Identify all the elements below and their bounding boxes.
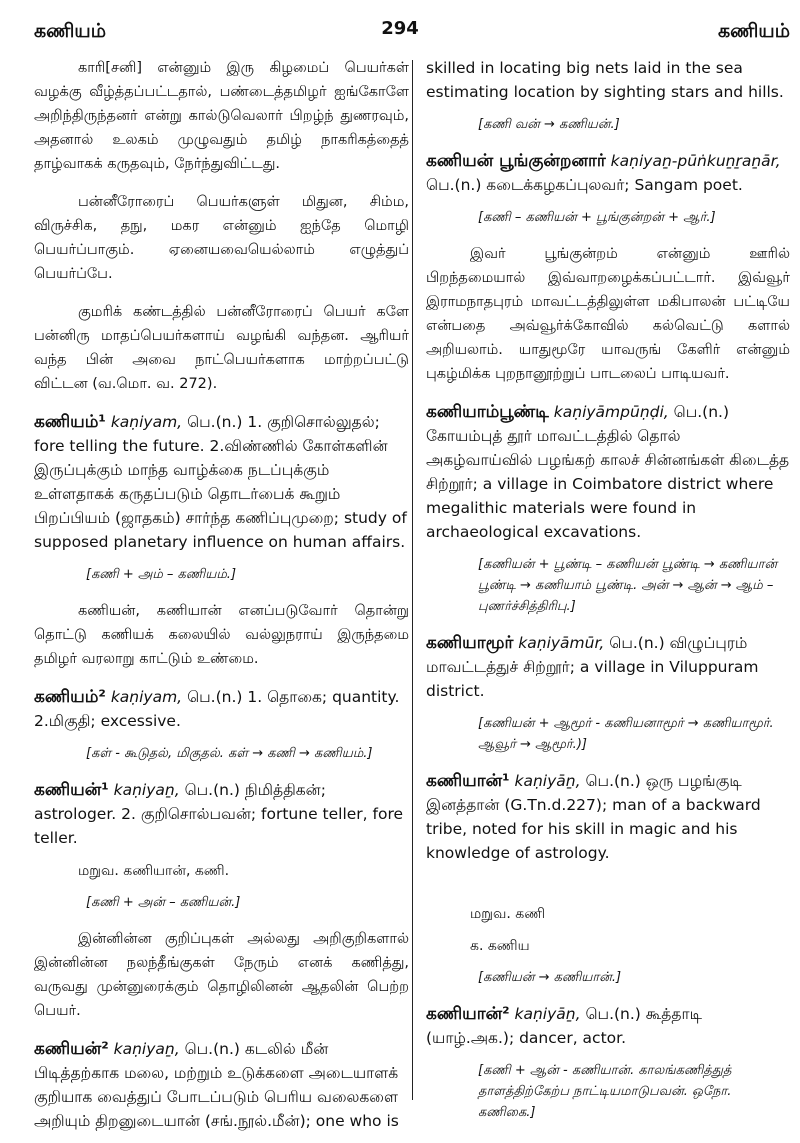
- definition: பெ.(n.) 1. குறிசொல்லுதல்; fore telling the future. 2.விண்ணில் கோள்களின் இருப்புக்கும் மாந்த வாழ்க்கை நடப்புக்கும் உள்ளதாகக் கருதப்படும் தொடர்பைக் கூறும் பிறப்பியம் (ஜாதகம்) சார்ந்த கணிப்புமுறை; study of supposed planetary influence on human affairs.: [34, 413, 407, 551]
- definition: பெ.(n.) கோயம்புத் தூர் மாவட்டத்தில் தொல் அகழ்வாய்வில் பழங்கற் காலச் சின்னங்கள் கிடைத்த சிற்றூர்; a village in Coimbatore district where megalithic materials were found in archaeological excavations.: [426, 403, 790, 541]
- headword: கணியான்¹: [426, 771, 510, 791]
- headword: கணியம்¹: [34, 412, 106, 432]
- headword: கணியாமூர்: [426, 633, 514, 653]
- headword: கணியன் பூங்குன்றனார்: [426, 151, 606, 171]
- paragraph: குமரிக் கண்டத்தில் பன்னீரோரைப் பெயர் களே பன்னிரு மாதப்பெயர்களாய் வழங்கி வந்தன. ஆரியர் வந்த பின் அவை நாட்பெயர்களாக மாற்றப்பட்டு விட்டன (வ.மொ. வ. 272).: [34, 304, 409, 392]
- note: கணியன், கணியான் எனப்படுவோர் தொன்று தொட்டு கணியக் கலையில் வல்லுநராய் இருந்தமை தமிழர் வரலாறு காட்டும் உண்மை.: [34, 603, 409, 667]
- dictionary-entry: [426, 149, 790, 197]
- transliteration: kaṇiyaṉ-pūṅkuṉṟaṉār,: [610, 152, 781, 170]
- headword: கணியம்²: [34, 687, 106, 707]
- etymology: [கணி + அம் – கணியம்.]: [86, 567, 237, 582]
- definition: பெ.(n.) கூத்தாடி (யாழ்.அக.); dancer, actor.: [426, 1005, 702, 1047]
- transliteration: kaṇiyaṉ,: [113, 1040, 180, 1058]
- headword: கணியான்²: [426, 1004, 510, 1024]
- etymology: [கணி + அன் – கணியன்.]: [86, 895, 241, 910]
- definition: பெ.(n.) நிமித்திகன்; astrologer. 2. குறிசொல்பவன்; fortune teller, fore teller.: [34, 781, 404, 847]
- synonym-note: மறுவ. கணி: [470, 906, 546, 922]
- definition: பெ.(n.) கடைக்கழகப்புலவர்; Sangam poet.: [426, 176, 743, 194]
- headword: கணியன்²: [34, 1039, 109, 1059]
- dictionary-entry: [426, 769, 790, 865]
- dictionary-entry: [426, 1002, 790, 1050]
- etymology: [கணியன் → கணியான்.]: [478, 970, 622, 985]
- etymology: [கணி – கணியன் + பூங்குன்றன் + ஆர்.]: [478, 210, 716, 225]
- transliteration: kaṇiyam,: [110, 413, 183, 431]
- transliteration: kaṇiyāmpūṇḍi,: [553, 403, 669, 421]
- headword: கணியாம்பூண்டி: [426, 402, 549, 422]
- dictionary-entry: [34, 1037, 409, 1133]
- right-column: [426, 56, 790, 1137]
- running-head-right: கணியம்: [718, 20, 790, 42]
- etymology: [கணி வன் → கணியன்.]: [478, 117, 620, 132]
- etymology: [கணியன் + ஆமூர் ‑ கணியனாமூர் → கணியாமூர். ஆவூர் → ஆமூர்.)]: [478, 716, 774, 752]
- paragraph: பன்னீரோரைப் பெயர்களுள் மிதுன, சிம்ம, விருச்சிக, தநு, மகர என்னும் ஐந்தே மொழி பெயர்ப்பாகும். ஏனையவையெல்லாம் எழுத்துப் பெயர்ப்பே.: [34, 194, 409, 282]
- transliteration: kaṇiyaṉ,: [113, 781, 180, 799]
- cognate-note: க. கணிய: [470, 938, 530, 954]
- note: இன்னின்ன குறிப்புகள் அல்லது அறிகுறிகளால் இன்னின்ன நலந்தீங்குகள் நேரும் எனக் கணித்து, வருவது முன்னுரைக்கும் தொழிலினன் ஆதலின் பெற்ற பெயர்.: [34, 931, 409, 1019]
- synonym-note: மறுவ. கணியான், கணி.: [78, 863, 230, 879]
- headword: கணியன்¹: [34, 780, 109, 800]
- left-column: [34, 56, 409, 1143]
- dictionary-entry: [426, 631, 790, 703]
- dictionary-entry: [34, 685, 409, 733]
- definition: பெ.(n.) ஒரு பழங்குடி இனத்தான் (G.Tn.d.227); man of a backward tribe, noted for his skill in magic and his knowledge of astrology.: [426, 772, 761, 862]
- column-divider: [412, 60, 413, 1100]
- entry-continuation: skilled in locating big nets laid in the sea estimating location by sighting stars and hills.: [426, 59, 784, 101]
- dictionary-entry: [426, 400, 790, 544]
- paragraph: காரி[சனி] என்னும் இரு கிழமைப் பெயர்கள் வழக்கு வீழ்த்தப்பட்டதால், பண்டைத்தமிழர் ஐங்கோளே அறிந்திருந்தனர் என்று கால்டுவெலார் பிறழ்ந் துணரவும், அதனால் உலகம் முழுவதும் தமிழ் நாகரிகத்தைத் தாழ்வாகக் கருதவும், நேர்ந்துவிட்டது.: [34, 60, 409, 172]
- etymology: [கணி + ஆன் ‑ கணியான். காலங்கணித்துத் தாளத்திற்கேற்ப நாட்டியமாடுபவன். ஒநோ. கணிகை.]: [478, 1063, 732, 1120]
- definition: பெ.(n.) 1. தொகை; quantity. 2.மிகுதி; excessive.: [34, 688, 400, 730]
- note: இவர் பூங்குன்றம் என்னும் ஊரில் பிறந்தமையால் இவ்வாறழைக்கப்பட்டார். இவ்வூர் இராமநாதபுரம் மாவட்டத்திலுள்ள மகிபாலன் பட்டியே என்பதை அவ்வூர்க்கோவில் கல்வெட்டு களால் அறியலாம். யாதுமூரே யாவருங் கேளிர் என்னும் புகழ்மிக்க புறநானூற்றுப் பாடலைப் பாடியவர்.: [426, 246, 790, 382]
- running-head-left: கணியம்: [34, 20, 106, 42]
- page-number: 294: [381, 18, 419, 39]
- definition: பெ.(n.) கடலில் மீன் பிடித்தற்காக மலை, மற்றும் உடுக்களை அடையாளக் குறியாக வைத்துப் போடப்படும் பெரிய வலைகளை அறியும் திறனுடையான் (சங்.நூல்.மீன்); one who is: [34, 1040, 399, 1130]
- transliteration: kaṇiyāṉ,: [514, 772, 581, 790]
- transliteration: kaṇiyam,: [110, 688, 183, 706]
- etymology: [கள் ‑ கூடுதல், மிகுதல். கள் → கணி → கணியம்.]: [86, 746, 373, 761]
- spacer: [426, 875, 790, 903]
- dictionary-entry: [34, 778, 409, 850]
- transliteration: kaṇiyāmūr,: [518, 634, 605, 652]
- dictionary-entry: [34, 410, 409, 554]
- page-header: [0, 0, 800, 44]
- definition: பெ.(n.) விழுப்புரம் மாவட்டத்துச் சிற்றூர்; a village in Viluppuram district.: [426, 634, 759, 700]
- transliteration: kaṇiyāṉ,: [514, 1005, 581, 1023]
- etymology: [கணியன் + பூண்டி – கணியன் பூண்டி → கணியான் பூண்டி → கணியாம் பூண்டி. அன் → ஆன் → ஆம் – புணர்ச்சித்திரிபு.]: [478, 557, 778, 614]
